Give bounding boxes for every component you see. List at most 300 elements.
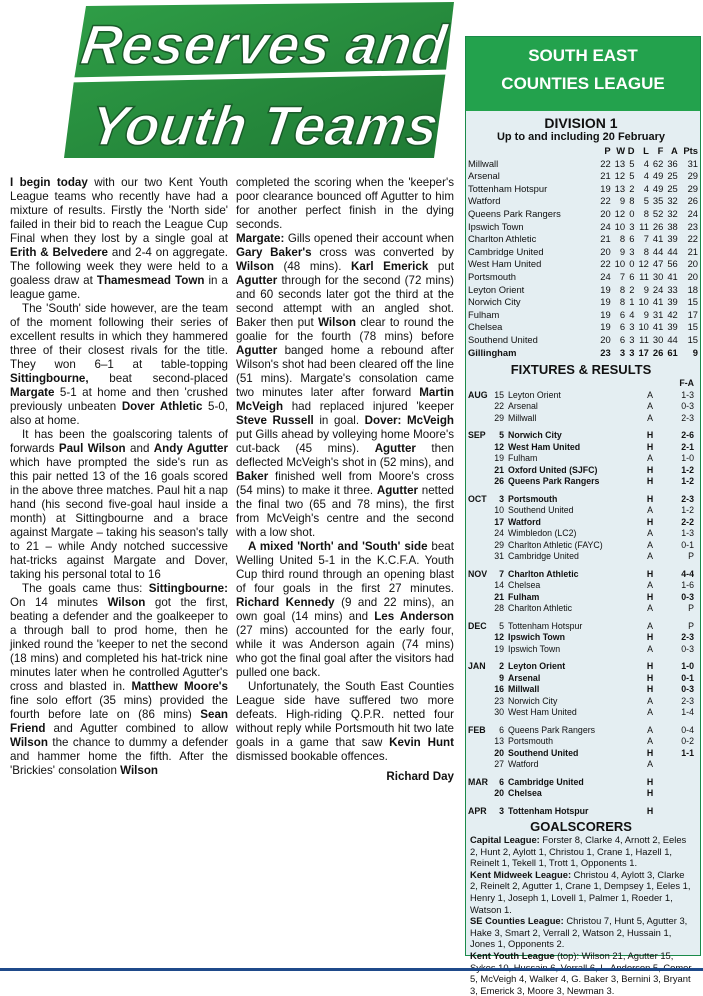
fixture-month [468, 465, 494, 477]
fixture-venue: A [647, 736, 653, 747]
division-subtitle: Up to and including 20 February [496, 131, 666, 143]
league-cell: 12 [614, 207, 626, 219]
fixture-row [468, 759, 698, 771]
article-bold-text: Paul Wilson [58, 442, 126, 455]
article-text: through for the second (72 mins) and 60 seconds later got the third at the second attempt with an angled shot. Baker then put [236, 274, 454, 329]
fixture-result: 1-6 [681, 580, 694, 591]
article-text: dismissed bookable offences. [236, 750, 388, 763]
fixture-month [468, 401, 494, 413]
fixture-result: 1-2 [681, 476, 694, 487]
fixture-opponent: Cambridge United [508, 776, 584, 787]
fixture-venue: H [646, 476, 654, 487]
article-bold-text: Wilson [10, 736, 48, 749]
fixture-month: SEP [468, 430, 486, 441]
fixture-result: 1-0 [681, 661, 694, 672]
article-text: (48 mins). [273, 260, 352, 273]
fixture-day: 20 [494, 788, 504, 799]
fixture-month [468, 505, 494, 517]
fixture-row [468, 580, 698, 592]
league-cell: 10 [614, 220, 626, 232]
league-cell: 26 [687, 195, 698, 207]
league-cell: 2 [629, 283, 635, 295]
league-row [468, 221, 698, 234]
fixture-row [468, 413, 698, 425]
fixture-month [468, 551, 494, 563]
fixture-venue: A [647, 695, 653, 706]
league-cell: 4 [629, 308, 635, 320]
fixture-row [468, 551, 698, 563]
league-cell: 9 [619, 245, 626, 257]
league-cell: 25 [667, 170, 678, 182]
fixture-opponent: Leyton Orient [508, 389, 561, 400]
article-text: It has been the goalscoring talents of forwards [10, 428, 228, 455]
article-bold-text: Sittingbourne, [10, 372, 89, 385]
fixture-opponent: Queens Park Rangers [508, 724, 596, 735]
league-cell: 17 [638, 346, 649, 358]
fixture-result: 2-6 [681, 430, 694, 441]
fixture-venue: A [647, 389, 653, 400]
division-title: DIVISION 1 [544, 115, 618, 131]
article-text: (27 mins) accounted for the early four, while it was Anderson again (74 mins) who got the final goal after the visitors had pulled one back. [236, 624, 454, 679]
league-cell: 20 [687, 270, 698, 282]
fixture-month [468, 788, 494, 800]
fixture-day: 12 [494, 632, 504, 643]
fixture-day: 26 [494, 476, 504, 487]
league-row [468, 271, 698, 284]
fixture-day: 29 [494, 539, 504, 550]
fixture-opponent: Portsmouth [508, 736, 553, 747]
league-cell: 31 [687, 157, 698, 169]
goalscorer-names: Christou 4, Aylott 3, Clarke 2, Reinelt 2, Agutter 1, Crane 1, Dempsey 1, Eeles 1, Henry 1, Joseph 1, Lovell 1, Palmer 1, Roeder 1, Watson 1. [470, 868, 691, 915]
fixture-day: 23 [494, 695, 504, 706]
league-cell: 47 [652, 258, 664, 270]
fixture-result: 2-3 [681, 632, 694, 643]
league-cell: 0 [629, 258, 635, 270]
league-cell: 33 [667, 283, 678, 295]
article-bold-text: Dover: McVeigh [364, 414, 455, 427]
fixture-row [468, 494, 698, 506]
fixture-opponent: Southend United [508, 505, 574, 516]
article-text: put Gills ahead by volleying home Moore's cut-back (45 mins). [236, 428, 454, 455]
fixture-result: 1-2 [681, 505, 694, 516]
article-bold-text: Thamesmead Town [96, 274, 205, 287]
league-cell: 19 [600, 308, 611, 320]
goalscorer-competition: Capital League: [470, 834, 540, 846]
fixture-day: 21 [494, 464, 504, 475]
league-cell: 17 [687, 308, 698, 320]
fixture-result: 0-4 [681, 724, 694, 735]
fixture-result: 0-3 [681, 684, 694, 695]
league-row [468, 284, 698, 297]
fixture-opponent: Norwich City [508, 430, 562, 441]
fixture-opponent: Norwich City [508, 695, 558, 706]
fixture-venue: H [646, 776, 654, 787]
league-cell: 41 [652, 296, 664, 308]
fixture-opponent: Charlton Athletic [508, 603, 573, 614]
league-cell: 32 [667, 195, 678, 207]
fixture-day: 24 [494, 528, 504, 539]
article-text: On 14 minutes [10, 596, 108, 609]
fixture-day: 14 [494, 580, 504, 591]
fixture-row [468, 453, 698, 465]
league-cell: 41 [652, 233, 664, 245]
article-bold-text: I begin today [10, 176, 88, 189]
league-cell: 5 [643, 195, 649, 207]
article-text: fine solo effort (35 mins) provided the fourth before late on (86 mins) [10, 694, 228, 721]
fixture-venue: A [647, 539, 653, 550]
league-cell: 8 [643, 245, 649, 257]
league-col-header: P [604, 145, 611, 156]
fixture-day: 30 [494, 707, 504, 718]
fixture-day: 21 [494, 591, 504, 602]
article-bold-text: Margate: [236, 232, 285, 245]
league-cell: 9 [619, 195, 626, 207]
fixture-row [468, 661, 698, 673]
league-team-name: Chelsea [468, 321, 503, 333]
fixture-row [468, 505, 698, 517]
article-text: Gills opened their account when [284, 232, 454, 245]
league-row [468, 233, 698, 246]
article-text: and 2-4 on aggregate. The following week they were held to a goaless draw at [10, 246, 228, 287]
article-text: had replaced injured 'keeper [283, 400, 454, 413]
league-cell: 22 [600, 157, 611, 169]
league-cell: 3 [619, 346, 626, 358]
article-bold-text: Margate [10, 386, 55, 399]
league-cell: 39 [667, 233, 678, 245]
league-table [468, 145, 698, 359]
article-bold-text: Andy Agutter [153, 442, 228, 455]
league-cell: 29 [687, 170, 698, 182]
fixture-row [468, 603, 698, 615]
fixture-row [468, 540, 698, 552]
league-cell: 9 [692, 346, 698, 358]
goalscorer-names: Forster 8, Clarke 4, Arnott 2, Eeles 2, Hunt 2, Aylott 1, Christou 1, Crane 1, Hazell 1, Reinelt 1, Tekell 1, Trott 1, Opponents 1. [470, 834, 687, 869]
league-cell: 20 [687, 258, 698, 270]
league-row [468, 246, 698, 259]
fixture-month: OCT [468, 493, 487, 504]
article-bold-text: Steve Russell [236, 414, 314, 427]
fixture-opponent: Leyton Orient [508, 661, 566, 672]
league-row [468, 170, 698, 183]
article-paragraph [236, 232, 454, 540]
fixture-row [468, 592, 698, 604]
fixture-result: 0-3 [681, 401, 694, 412]
article-bold-text: Gary Baker's [236, 246, 312, 259]
article-bold-text: Karl Emerick [351, 260, 429, 273]
fixture-venue: H [646, 516, 654, 527]
fixture-result [662, 788, 698, 800]
fixture-venue: A [647, 724, 653, 735]
article-text: the chance to dummy a defender and hammer home the fifth. After the 'Brickies' consolation [10, 736, 228, 777]
fixture-day: 28 [494, 603, 504, 614]
panel-header [466, 37, 700, 111]
league-team-name: Watford [468, 195, 501, 207]
fixture-month: FEB [468, 724, 486, 735]
league-cell: 24 [652, 283, 664, 295]
fixture-opponent: West Ham United [508, 707, 577, 718]
fixture-month [468, 696, 494, 708]
fixture-day: 12 [494, 441, 504, 452]
goalscorers-title: GOALSCORERS [530, 819, 632, 835]
article-bold-text: Martin McVeigh [236, 386, 454, 413]
article-bold-text: Wilson [107, 596, 146, 609]
fixture-day: 27 [494, 759, 504, 770]
article-bold-text: Dover Athletic [121, 400, 203, 413]
league-team-name: Southend United [468, 333, 538, 345]
league-cell: 26 [652, 220, 664, 232]
fixture-month [468, 684, 494, 696]
league-cell: 52 [652, 207, 664, 219]
article-text: in goal. [313, 414, 365, 427]
league-team-name: West Ham United [468, 258, 542, 270]
article-text: finished well from Moore's cross (54 mins) to make it three. [236, 470, 454, 497]
article-bold-text: Wilson [318, 316, 356, 329]
league-team-name: Queens Park Rangers [468, 207, 561, 219]
league-cell: 29 [687, 182, 698, 194]
article-text: The goals came thus: [22, 582, 149, 595]
panel-body [466, 111, 700, 996]
fixture-day: 9 [499, 672, 504, 683]
article-bold-text: Matthew Moore's [131, 680, 228, 693]
fixture-day: 3 [499, 493, 504, 504]
title-line2: Youth Teams [85, 94, 443, 157]
league-cell: 6 [629, 233, 635, 245]
article-text: with our two Kent Youth League teams who recently have had a mixture of results. Firstly the 'North side' failed in their bid to reach the League Cup Final when they lost by a single goal at [10, 176, 228, 245]
article-text: then deflected McVeigh's shot in (52 mins), and [236, 442, 454, 469]
league-cell: 30 [652, 333, 664, 345]
league-col-header: L [643, 145, 649, 156]
league-cell: 4 [643, 170, 649, 182]
fixture-opponent: Oxford United (SJFC) [508, 464, 598, 475]
fixture-result: 0-3 [681, 643, 694, 654]
fixture-day: 29 [494, 412, 504, 423]
fixture-result: 1-3 [681, 528, 694, 539]
fixture-result: 1-3 [681, 389, 694, 400]
fixture-day: 13 [494, 736, 504, 747]
league-cell: 18 [687, 283, 698, 295]
article-bold-text: Baker [236, 470, 269, 483]
fixture-opponent: Millwall [508, 684, 540, 695]
fixture-row [468, 788, 698, 800]
article-text: banged home a rebound after Wilson's shot had been cleared off the line (51 mins). Margate's consolation came two minutes later after forward [236, 344, 454, 399]
fixture-result: 4-4 [681, 568, 694, 579]
league-cell: 21 [687, 245, 698, 257]
fixture-row [468, 673, 698, 685]
fixture-venue: A [647, 643, 653, 654]
league-team-name: Charlton Athletic [468, 233, 537, 245]
fixture-month [468, 592, 494, 604]
fixture-opponent: Fulham [508, 453, 538, 464]
fixture-result: P [688, 603, 694, 614]
league-team-name: Tottenham Hotspur [468, 182, 548, 194]
article-paragraph [10, 428, 228, 582]
fixture-opponent: Fulham [508, 591, 540, 602]
fixture-opponent: Millwall [508, 412, 537, 423]
league-cell: 24 [600, 270, 611, 282]
article-paragraph [10, 302, 228, 428]
league-cell: 20 [600, 245, 611, 257]
league-row [468, 321, 698, 334]
fixture-month [468, 632, 494, 644]
article-bold-text: Agutter [236, 274, 278, 287]
league-cell: 61 [667, 346, 678, 358]
article-text: which have prompted the side's run as this pair netted 13 of the 16 goals scored in the above three matches. Paul hit a nap hand (his second five-goal haul inside a month) at Sittingbourne and a brace against Margate – taking his season's tally to 21 – while Andy notched successive hat-tricks against Margate and Dover, taking his personal total to 16 [10, 456, 228, 581]
article-text: Unfortunately, the South East Counties League side have suffered two more defeats. High-riding Q.P.R. netted four without reply while Portsmouth hit two late goals in a game that saw [236, 680, 454, 749]
fixture-result: 1-0 [681, 453, 694, 464]
fixture-opponent: Queens Park Rangers [508, 476, 600, 487]
fixture-venue: H [646, 747, 654, 758]
fixture-day: 2 [499, 661, 504, 672]
fixture-day: 19 [494, 643, 504, 654]
fixture-day: 7 [499, 568, 504, 579]
article-text: netted the final two (65 and 78 mins), the first from McVeigh's centre and the second with a low shot. [236, 484, 454, 539]
article-bold-text: Agutter [236, 344, 278, 357]
league-cell: 35 [652, 195, 664, 207]
league-cell: 12 [638, 258, 649, 270]
league-col-header: F [657, 145, 664, 156]
league-cell: 44 [652, 245, 664, 257]
fixture-venue: A [647, 528, 653, 539]
article-bold-text: Agutter [376, 484, 419, 497]
league-cell: 20 [600, 333, 611, 345]
league-cell: 4 [643, 157, 649, 169]
fixture-opponent: Wimbledon (LC2) [508, 528, 577, 539]
fixture-day: 20 [494, 747, 504, 758]
fixture-result: P [688, 551, 694, 562]
article-bold-text: Les Anderson [374, 610, 454, 623]
fixture-venue: H [646, 672, 654, 683]
article-text: The 'South' side however, are the team of the moment following their series of excellent results in which they hammered three of their closest rivals for the title. They won 6–1 at table-topping [10, 302, 228, 371]
league-cell: 44 [667, 333, 678, 345]
fixture-result: 2-2 [681, 516, 694, 527]
league-cell: 49 [652, 182, 664, 194]
league-cell: 5 [629, 170, 635, 182]
goalscorer-names: (top): Wilson 21, Agutter 15, 5, McVeigh 4, Walker 4, G. Baker 3, Bernini 3, Bryant 3, Emerick 3, Moore 3, Newman 3. [470, 950, 691, 996]
fixtures-title: FIXTURES & RESULTS [510, 362, 652, 378]
league-col-team [468, 145, 596, 158]
fixture-row [468, 684, 698, 696]
fixture-row [468, 777, 698, 789]
fixture-venue: H [646, 632, 654, 643]
league-cell: 22 [600, 195, 611, 207]
league-col-header: D [627, 145, 635, 156]
fixture-venue: A [647, 620, 653, 631]
fixture-row [468, 465, 698, 477]
league-cell: 10 [638, 296, 649, 308]
league-cell: 8 [619, 233, 626, 245]
title-line1: Reserves and [77, 13, 451, 76]
fixture-row [468, 707, 698, 719]
fixture-result [662, 777, 698, 789]
article-text: (9 and 22 mins), an own goal (14 mins) and [236, 596, 454, 623]
fixture-month [468, 603, 494, 615]
article-paragraph [236, 540, 454, 680]
fixture-month [468, 748, 494, 760]
league-cell: 19 [600, 283, 611, 295]
fixture-day: 19 [494, 453, 504, 464]
league-cell: 12 [614, 170, 626, 182]
league-cell: 32 [667, 207, 678, 219]
league-row [468, 158, 698, 171]
fixture-month [468, 673, 494, 685]
fixture-opponent: Tottenham Hotspur [508, 620, 583, 631]
league-cell: 8 [643, 207, 649, 219]
title-banner [58, 0, 462, 160]
article-text: in a league game. [10, 274, 228, 301]
fixture-venue: A [647, 551, 653, 562]
article-text: cross was converted by [311, 246, 454, 259]
fixture-opponent: Southend United [508, 747, 579, 758]
fixture-row [468, 736, 698, 748]
article-text: 5-0, also at home. [10, 400, 228, 427]
fixture-row [468, 476, 698, 488]
article-bold-text: Erith & Belvedere [10, 246, 108, 259]
fixture-month [468, 736, 494, 748]
article-bold-text: Sean Friend [10, 708, 228, 735]
fixture-row [468, 632, 698, 644]
league-cell: 42 [667, 308, 678, 320]
article-bold-text: Wilson [120, 764, 159, 777]
fixture-result [662, 806, 698, 818]
fixture-result: 0-3 [681, 591, 694, 602]
league-cell: 9 [643, 308, 649, 320]
fixture-row [468, 644, 698, 656]
league-cell: 2 [629, 182, 635, 194]
fixture-result: 0-1 [681, 539, 694, 550]
fixture-result: 2-3 [681, 695, 694, 706]
fixture-month [468, 707, 494, 719]
fixtures-score-header: F-A [679, 378, 694, 389]
fixture-day: 6 [499, 724, 504, 735]
fixture-result: 2-1 [681, 441, 694, 452]
league-cell: 6 [619, 308, 626, 320]
article-paragraph [10, 176, 228, 302]
fixtures-table [468, 378, 698, 817]
league-cell: 10 [614, 258, 626, 270]
article-bold-text: Richard Kennedy [236, 596, 335, 609]
article-bold-text: A mixed 'North' and 'South' side [248, 540, 428, 553]
league-cell: 6 [629, 270, 635, 282]
league-col-header: A [670, 145, 678, 156]
fixture-result: 1-1 [681, 747, 694, 758]
league-cell: 6 [619, 333, 626, 345]
league-cell: 10 [638, 321, 649, 333]
goalscorer-competition: SE Counties League: [470, 915, 564, 927]
fixture-row [468, 430, 698, 442]
fixture-opponent: Ipswich Town [508, 643, 561, 654]
article-paragraph [10, 582, 228, 778]
league-team-name: Ipswich Town [468, 220, 524, 232]
article-bold-text: Agutter [374, 442, 416, 455]
league-col-header: Pts [683, 145, 698, 156]
league-team-name: Cambridge United [468, 245, 544, 257]
league-cell: 44 [667, 245, 678, 257]
fixture-venue: H [646, 591, 654, 602]
league-table-header [468, 145, 698, 158]
byline: Richard Day [386, 770, 454, 783]
league-team-name: Fulham [468, 308, 500, 320]
league-team-name: Norwich City [468, 296, 521, 308]
fixture-opponent: Arsenal [508, 672, 541, 683]
fixture-result: 1-2 [681, 464, 694, 475]
fixture-day: 3 [499, 805, 504, 816]
fixture-venue: H [646, 568, 654, 579]
league-team-name: Leyton Orient [468, 283, 525, 295]
fixture-row [468, 748, 698, 760]
article-text: beat Welling United 5-1 in the K.C.F.A. Youth Cup third round through an opening blast of four goals in the first 27 minutes. [236, 540, 454, 595]
fixture-row [468, 569, 698, 581]
fixture-opponent: Watford [508, 759, 539, 770]
